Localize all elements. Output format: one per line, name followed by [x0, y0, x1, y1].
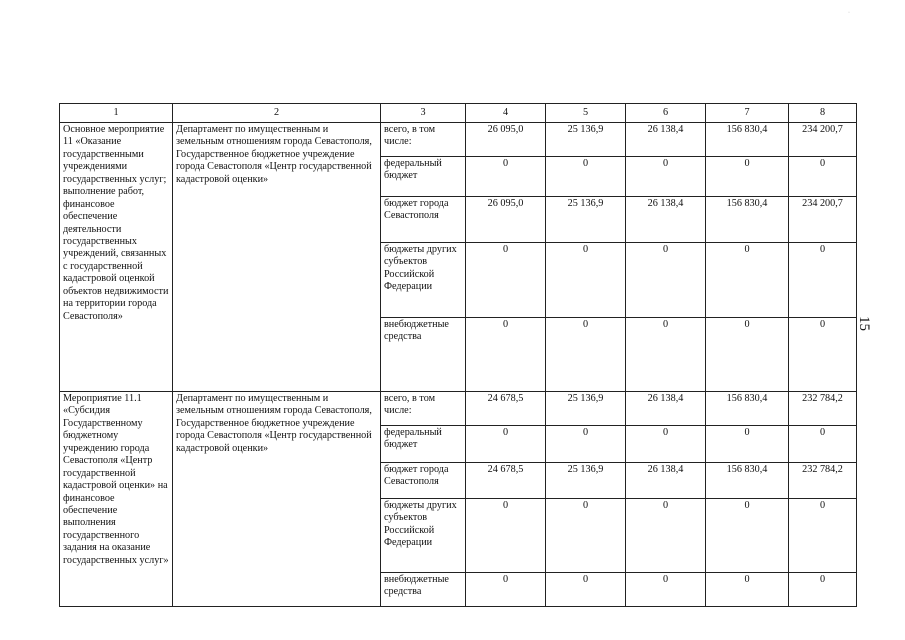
value-cell: 0: [789, 499, 857, 573]
value-cell: 0: [466, 573, 546, 607]
value-cell: 26 138,4: [626, 392, 706, 426]
value-cell: 25 136,9: [546, 123, 626, 157]
activity-cell: Основное мероприятие 11 «Оказание государственными учреждениями государственных услуг; выполнение работ, финансовое обеспечение деятельности государственных учреждений, связанных с государственной кадастровой оценкой объектов недвижимости на территории города Севастополя»: [60, 123, 173, 392]
value-cell: 232 784,2: [789, 463, 857, 499]
value-cell: 0: [626, 573, 706, 607]
value-cell: 0: [789, 318, 857, 392]
funding-source-cell: бюджеты других субъектов Российской Федерации: [381, 499, 466, 573]
table-header: [60, 104, 857, 123]
value-cell: 0: [546, 318, 626, 392]
value-cell: 0: [626, 499, 706, 573]
value-cell: 0: [706, 318, 789, 392]
value-cell: 0: [546, 426, 626, 463]
value-cell: 0: [546, 157, 626, 197]
value-cell: 156 830,4: [706, 197, 789, 243]
value-cell: 0: [789, 157, 857, 197]
value-cell: 0: [706, 573, 789, 607]
value-cell: 0: [466, 426, 546, 463]
value-cell: 0: [466, 157, 546, 197]
value-cell: 232 784,2: [789, 392, 857, 426]
value-cell: 0: [546, 573, 626, 607]
funding-source-cell: внебюджетные средства: [381, 573, 466, 607]
header-cell-1: 1: [60, 104, 173, 123]
activity-cell: Мероприятие 11.1 «Субсидия Государственному бюджетному учреждению города Севастополя «Центр государственной кадастровой оценки» на финансовое обеспечение выполнения государственного задания на оказание государственных услуг»: [60, 392, 173, 607]
value-cell: 24 678,5: [466, 392, 546, 426]
header-cell-3: 3: [381, 104, 466, 123]
value-cell: 0: [546, 243, 626, 318]
table-row: [60, 123, 857, 157]
value-cell: 0: [466, 499, 546, 573]
value-cell: 24 678,5: [466, 463, 546, 499]
funding-source-text: бюджет города Севастополя: [384, 198, 449, 222]
funding-source-cell: [381, 463, 466, 499]
value-cell: 0: [789, 426, 857, 463]
header-cell-8: 8: [789, 104, 857, 123]
value-cell: 234 200,7: [789, 197, 857, 243]
value-cell: 26 095,0: [466, 197, 546, 243]
value-cell: 156 830,4: [706, 392, 789, 426]
value-cell: 0: [626, 426, 706, 463]
value-cell: 0: [789, 573, 857, 607]
value-cell: 0: [626, 318, 706, 392]
value-cell: 25 136,9: [546, 463, 626, 499]
value-cell: 0: [466, 318, 546, 392]
value-cell: 26 138,4: [626, 197, 706, 243]
table-body: [60, 123, 857, 607]
value-cell: 26 138,4: [626, 463, 706, 499]
value-cell: 26 095,0: [466, 123, 546, 157]
value-cell: 234 200,7: [789, 123, 857, 157]
funding-source-cell: [381, 197, 466, 243]
budget-table: [59, 103, 857, 607]
header-cell-2: 2: [173, 104, 381, 123]
header-cell-7: 7: [706, 104, 789, 123]
value-cell: 0: [466, 243, 546, 318]
header-cell-4: 4: [466, 104, 546, 123]
corner-mark: ·: [848, 10, 850, 16]
table-row: [60, 392, 857, 426]
value-cell: 0: [789, 243, 857, 318]
executor-cell: Департамент по имущественным и земельным отношениям города Севастополя, Государственное бюджетное учреждение города Севастополя «Центр государственной кадастровой оценки»: [173, 123, 381, 392]
value-cell: 25 136,9: [546, 392, 626, 426]
value-cell: 0: [706, 243, 789, 318]
funding-source-cell: бюджеты других субъектов Российской Федерации: [381, 243, 466, 318]
value-cell: 26 138,4: [626, 123, 706, 157]
executor-cell: Департамент по имущественным и земельным отношениям города Севастополя, Государственное бюджетное учреждение города Севастополя «Центр государственной кадастровой оценки»: [173, 392, 381, 607]
funding-source-text: бюджет города Севастополя: [384, 464, 449, 488]
value-cell: 156 830,4: [706, 463, 789, 499]
header-row: [60, 104, 857, 123]
value-cell: 0: [706, 426, 789, 463]
header-cell-6: 6: [626, 104, 706, 123]
funding-source-cell: всего, в том числе:: [381, 392, 466, 426]
header-cell-5: 5: [546, 104, 626, 123]
value-cell: 0: [706, 157, 789, 197]
value-cell: 0: [706, 499, 789, 573]
value-cell: 25 136,9: [546, 197, 626, 243]
page-number: 15: [856, 316, 872, 331]
funding-source-cell: внебюджетные средства: [381, 318, 466, 392]
value-cell: 0: [546, 499, 626, 573]
value-cell: 156 830,4: [706, 123, 789, 157]
value-cell: 0: [626, 157, 706, 197]
value-cell: 0: [626, 243, 706, 318]
funding-source-cell: федеральный бюджет: [381, 157, 466, 197]
funding-source-cell: всего, в том числе:: [381, 123, 466, 157]
funding-source-cell: федеральный бюджет: [381, 426, 466, 463]
